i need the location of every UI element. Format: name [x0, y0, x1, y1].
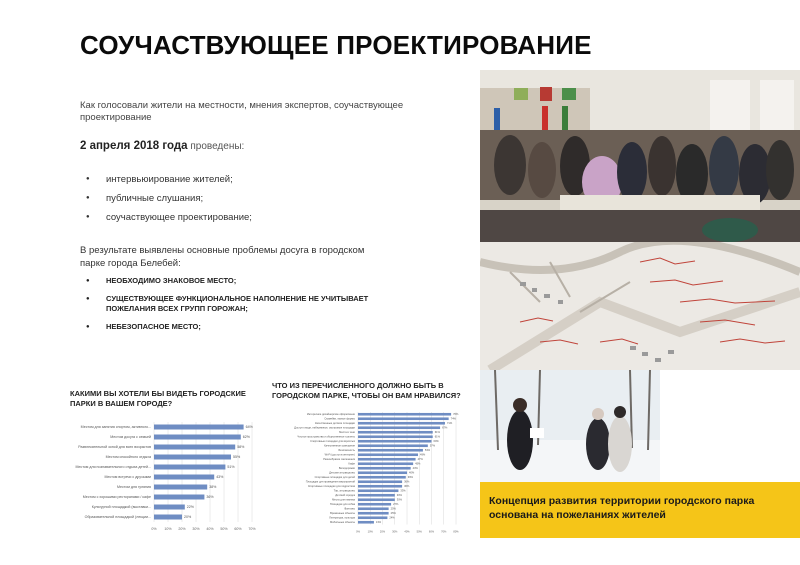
tick-label: 30%	[392, 530, 398, 534]
tick-label: 30%	[192, 527, 200, 530]
value-label: 33%	[400, 489, 406, 493]
concept-text: Концепция развития территории городского парка основана на пожеланиях жителей	[489, 495, 755, 521]
bar	[358, 512, 389, 515]
tick-label: 10%	[164, 527, 172, 530]
bar	[154, 515, 182, 520]
value-label: 36%	[206, 495, 214, 500]
tick-label: 0%	[151, 527, 157, 530]
tick-label: 70%	[441, 530, 447, 534]
tick-label: 20%	[379, 530, 386, 534]
bar	[154, 475, 214, 480]
category-label: Развлекательной зоной для всех возрастов	[78, 445, 151, 450]
bar	[358, 426, 440, 429]
list-item: ● соучаствующее проектирование;	[80, 208, 252, 227]
bar	[358, 489, 398, 492]
bar	[358, 521, 374, 524]
category-label: Площадки для проведения мероприятий	[305, 480, 355, 484]
category-label: Качественные детские площадки	[315, 422, 355, 426]
category-label: Места в тени	[339, 431, 355, 435]
value-label: 20%	[184, 515, 192, 520]
category-label: Культурной площадкой (выставки...	[91, 505, 151, 510]
value-label: 24%	[389, 516, 395, 520]
value-label: 55%	[233, 455, 241, 460]
value-label: 58%	[237, 445, 245, 450]
category-label: Местом встречи с друзьями	[104, 475, 151, 480]
chart-parks-preferences	[62, 418, 262, 530]
bar	[358, 498, 395, 501]
value-label: 57%	[429, 444, 436, 448]
category-label: Спортивные площадки для взрослых	[310, 440, 355, 444]
value-label: 51%	[227, 465, 235, 470]
category-label: Детские аттракционы	[329, 471, 355, 475]
value-label: 39%	[407, 476, 413, 480]
category-label: Образовательной площадкой (лекции...	[84, 515, 151, 520]
category-label: Тир, аттракционы	[333, 489, 355, 493]
value-label: 67%	[442, 426, 448, 430]
problem-item: ● НЕБЕЗОПАСНОЕ МЕСТО;	[80, 322, 410, 332]
value-label: 53%	[424, 449, 431, 453]
bar	[154, 485, 207, 490]
value-label: 27%	[393, 503, 399, 507]
tick-label: 60%	[234, 527, 242, 530]
bar	[358, 440, 432, 443]
category-label: Детский городок	[335, 494, 355, 498]
meeting-photo	[480, 70, 800, 242]
category-label: Спортивные площадки для детей	[314, 476, 355, 480]
tick-label: 0%	[356, 530, 360, 534]
bar	[358, 516, 387, 519]
bar	[154, 465, 225, 470]
category-label: Площадки для собак	[329, 503, 355, 507]
bar	[358, 413, 451, 416]
value-label: 61%	[434, 435, 440, 439]
bar	[358, 471, 407, 474]
tick-label: 80%	[453, 530, 459, 534]
category-label: Чистые пространства и общественные туалеты	[297, 435, 355, 439]
bar	[358, 485, 402, 488]
bar	[358, 444, 428, 447]
bar	[358, 467, 411, 470]
date-rest: проведены:	[187, 141, 245, 152]
category-label: Разнообразие озеленения	[323, 458, 355, 462]
value-label: 22%	[186, 505, 195, 510]
category-label: Интересное дизайнерское оформление	[306, 413, 355, 417]
value-label: 64%	[245, 425, 253, 430]
category-label: Местом для занятия спортом, активного...	[80, 425, 151, 430]
category-label: Скамейки, малые формы	[324, 417, 355, 421]
bar	[358, 449, 423, 452]
value-label: 30%	[396, 494, 402, 498]
bar	[358, 494, 395, 497]
category-label: Качественное освещение	[324, 444, 355, 448]
value-label: 40%	[409, 471, 415, 475]
bar	[358, 422, 445, 425]
value-label: 38%	[209, 485, 217, 490]
date-bold: 2 апреля 2018 года	[80, 140, 188, 152]
value-label: 47%	[417, 458, 423, 462]
category-label: Кафе	[348, 462, 355, 466]
category-label: Безопасность	[338, 449, 355, 453]
value-label: 74%	[450, 417, 456, 421]
problem-item: ● СУЩЕСТВУЮЩЕЕ ФУНКЦИОНАЛЬНОЕ НАПОЛНЕНИЕ НЕ УЧИТЫВАЕТ ПОЖЕЛАНИЯ ВСЕХ ГРУПП ГОРОЖАН;	[80, 294, 410, 314]
category-label: Местом с хорошими ресторанами / кафе	[82, 495, 151, 500]
list-item: ● публичные слушания;	[80, 189, 252, 208]
value-label: 61%	[434, 431, 440, 435]
winter-survey-photo	[480, 370, 660, 482]
bar	[358, 476, 406, 479]
date-line	[80, 140, 244, 152]
value-label: 45%	[415, 462, 421, 466]
result-text: В результате выявлены основные проблемы досуга в городском парке города Белебей:	[80, 245, 365, 269]
tick-label: 40%	[404, 530, 410, 534]
category-label: Мобильные объекты	[329, 521, 355, 525]
category-label: Местом досуга с семьей	[110, 435, 151, 440]
page-title: СОУЧАСТВУЮЩЕЕ ПРОЕКТИРОВАНИЕ	[80, 30, 592, 60]
tick-label: 20%	[178, 527, 186, 530]
tick-label: 70%	[248, 527, 256, 530]
category-label: Местом для познавательного отдыха детей...	[75, 465, 151, 470]
bar	[154, 455, 231, 460]
bar	[154, 435, 241, 440]
bar	[358, 435, 433, 438]
category-label: Местом спокойного отдыха	[105, 455, 151, 460]
subtitle: Как голосовали жители на местности, мнения экспертов, соучаствующее проектирование	[80, 100, 404, 123]
bar	[154, 425, 244, 430]
value-label: 25%	[390, 507, 396, 511]
value-label: 60%	[433, 440, 439, 444]
tick-label: 50%	[416, 530, 422, 534]
value-label: 36%	[404, 485, 410, 489]
bar	[358, 507, 389, 510]
value-label: 13%	[375, 521, 382, 525]
category-label: Фонтаны	[344, 507, 355, 511]
category-label: Места для пикника	[332, 498, 355, 502]
bar	[154, 445, 235, 450]
value-label: 43%	[412, 467, 418, 471]
bar	[358, 417, 449, 420]
category-label: Wi-Fi (доступ в интернет)	[324, 453, 355, 457]
value-label: 49%	[420, 453, 426, 457]
question-2-heading: ЧТО ИЗ ПЕРЕЧИСЛЕННОГО ДОЛЖНО БЫТЬ В ГОРОДСКОМ ПАРКЕ, ЧТОБЫ ОН ВАМ НРАВИЛСЯ?	[272, 381, 461, 400]
problems-list	[80, 276, 410, 340]
bar	[358, 480, 402, 483]
category-label: Спортивные площадки для подростков	[307, 485, 355, 489]
tick-label: 50%	[220, 527, 228, 530]
value-label: 43%	[216, 475, 224, 480]
activities-list	[80, 170, 252, 227]
value-label: 30%	[396, 498, 402, 502]
chart-park-features	[266, 410, 466, 540]
value-label: 62%	[242, 435, 251, 440]
tick-label: 40%	[206, 527, 214, 530]
bar	[154, 495, 204, 500]
value-label: 36%	[404, 480, 410, 484]
question-1-heading: КАКИМИ ВЫ ХОТЕЛИ БЫ ВИДЕТЬ ГОРОДСКИЕ ПАРКИ В ВАШЕМ ГОРОДЕ?	[70, 389, 246, 408]
bar	[358, 503, 391, 506]
category-label: Временные объекты	[330, 512, 355, 516]
tick-label: 60%	[428, 530, 435, 534]
bar	[358, 458, 416, 461]
category-label: Доступ к воде, набережные, смотровые площадки	[294, 426, 355, 430]
problem-item: ● НЕОБХОДИМО ЗНАКОВОЕ МЕСТО;	[80, 276, 410, 286]
tick-label: 10%	[367, 530, 373, 534]
value-label: 76%	[453, 413, 459, 417]
category-label: Велодорожки	[338, 467, 355, 471]
bar	[358, 431, 433, 434]
value-label: 71%	[446, 422, 453, 426]
annotated-map-photo	[480, 242, 800, 370]
white-space	[660, 370, 800, 482]
category-label: Литература, культура	[329, 516, 355, 520]
bar	[358, 462, 413, 465]
bar	[154, 505, 185, 510]
category-label: Местом для гуляния	[116, 485, 151, 490]
bar	[358, 453, 418, 456]
list-item: ● интервьюирование жителей;	[80, 170, 252, 189]
value-label: 25%	[390, 512, 396, 516]
